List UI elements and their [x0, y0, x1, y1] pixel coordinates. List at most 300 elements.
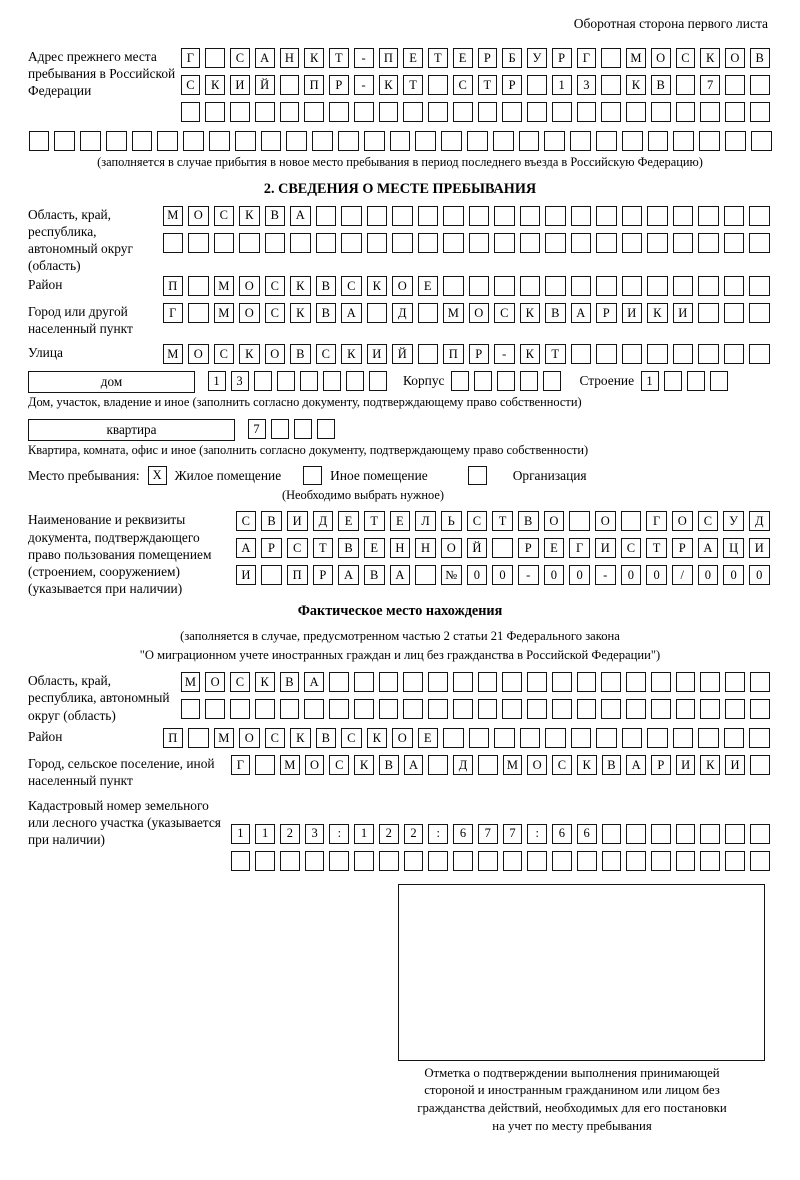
char-box: [647, 276, 668, 296]
char-box: В: [602, 755, 622, 775]
char-box: [379, 699, 399, 719]
korpus-label: Корпус: [403, 373, 445, 389]
char-box: В: [316, 276, 337, 296]
char-box: /: [672, 565, 693, 585]
char-box: [725, 699, 745, 719]
char-box: [676, 672, 696, 692]
char-box: А: [338, 565, 359, 585]
char-box: Г: [163, 303, 184, 323]
char-box: [749, 206, 770, 226]
char-box: [725, 131, 746, 151]
char-box: [392, 206, 413, 226]
char-box: П: [163, 728, 184, 748]
char-box: [494, 206, 515, 226]
char-box: М: [443, 303, 464, 323]
char-box: [418, 206, 439, 226]
char-box: 2: [404, 824, 424, 844]
char-box: [700, 824, 720, 844]
char-box: Г: [569, 538, 590, 558]
char-box: [478, 755, 498, 775]
char-box: [255, 102, 275, 122]
char-box: [188, 276, 209, 296]
char-box: С: [621, 538, 642, 558]
char-box: М: [163, 206, 184, 226]
char-box: В: [316, 303, 337, 323]
char-box: Г: [646, 511, 667, 531]
char-box: [724, 344, 745, 364]
char-box: Н: [280, 48, 300, 68]
house-type-box: дом: [28, 371, 195, 393]
char-box: [503, 851, 523, 871]
char-box: Р: [469, 344, 490, 364]
char-box: [418, 233, 439, 253]
char-box: [230, 699, 250, 719]
char-box: Р: [672, 538, 693, 558]
char-row: [178, 102, 772, 122]
char-box: К: [379, 75, 399, 95]
char-box: А: [304, 672, 324, 692]
char-box: 6: [577, 824, 597, 844]
char-box: [626, 699, 646, 719]
char-box: [379, 851, 399, 871]
char-box: [338, 131, 359, 151]
char-box: [497, 371, 515, 391]
char-box: [254, 371, 272, 391]
char-box: [305, 851, 325, 871]
char-box: Г: [231, 755, 251, 775]
char-box: [494, 233, 515, 253]
prev-address-label: Адрес прежнего места пребывания в Российской Федерации: [28, 49, 176, 99]
char-box: Н: [415, 538, 436, 558]
section2-title: 2. СВЕДЕНИЯ О МЕСТЕ ПРЕБЫВАНИЯ: [263, 180, 537, 197]
document-field: [28, 511, 772, 597]
char-box: [749, 276, 770, 296]
char-box: [441, 131, 462, 151]
char-box: [520, 728, 541, 748]
char-box: :: [527, 824, 547, 844]
char-box: Е: [403, 48, 423, 68]
cadastral-field: [28, 797, 772, 878]
char-box: [451, 371, 469, 391]
char-box: [676, 824, 696, 844]
char-box: 7: [478, 824, 498, 844]
char-box: 0: [723, 565, 744, 585]
char-box: О: [469, 303, 490, 323]
char-box: [750, 755, 770, 775]
char-box: Т: [478, 75, 498, 95]
char-box: [329, 102, 349, 122]
char-row: [638, 371, 730, 391]
char-box: [520, 233, 541, 253]
char-box: 1: [552, 75, 572, 95]
actual-location-subtitle2: "О миграционном учете иностранных граждан и лиц без гражданства в Российской Федерации"): [139, 648, 661, 663]
char-box: [329, 851, 349, 871]
char-box: С: [676, 48, 696, 68]
char-box: [725, 851, 745, 871]
char-box: [329, 672, 349, 692]
char-box: [277, 371, 295, 391]
char-box: [469, 206, 490, 226]
char-box: И: [676, 755, 696, 775]
city-label: Город или другой населенный пункт: [28, 304, 133, 337]
char-box: [235, 131, 256, 151]
prev-address-block: [28, 48, 772, 129]
char-row: [178, 672, 772, 692]
house-caption: Дом, участок, владение и иное (заполнить согласно документу, подтверждающему право собственности): [28, 395, 582, 410]
char-box: [443, 233, 464, 253]
char-box: И: [230, 75, 250, 95]
char-box: С: [698, 511, 719, 531]
char-box: [261, 565, 282, 585]
char-box: Р: [552, 48, 572, 68]
char-box: К: [520, 344, 541, 364]
char-box: [265, 233, 286, 253]
confirmation-mark-box: [398, 884, 765, 1061]
char-box: [469, 276, 490, 296]
char-box: [188, 233, 209, 253]
char-row: [448, 371, 563, 391]
char-box: [255, 699, 275, 719]
char-box: [577, 851, 597, 871]
char-box: [261, 131, 282, 151]
char-box: [280, 75, 300, 95]
char-box: [188, 303, 209, 323]
char-box: [379, 102, 399, 122]
confirmation-note-line: Отметка о подтверждении выполнения принимающей: [424, 1065, 720, 1080]
char-box: [700, 672, 720, 692]
char-box: 1: [255, 824, 275, 844]
char-box: [676, 851, 696, 871]
char-box: П: [287, 565, 308, 585]
char-box: У: [723, 511, 744, 531]
char-box: И: [622, 303, 643, 323]
document-label: Наименование и реквизиты документа, подтверждающего право пользования помещением (строением, сооружением) (указывается при наличии): [28, 512, 212, 597]
char-box: [478, 851, 498, 871]
region-field: [28, 206, 772, 275]
char-box: [577, 102, 597, 122]
char-box: [443, 206, 464, 226]
char-box: Л: [415, 511, 436, 531]
char-box: [403, 699, 423, 719]
char-box: [601, 48, 621, 68]
char-box: [596, 276, 617, 296]
char-box: Е: [453, 48, 473, 68]
char-box: [453, 699, 473, 719]
actual-location-title: Фактическое место нахождения: [297, 603, 503, 620]
char-box: [428, 755, 448, 775]
char-box: [724, 728, 745, 748]
char-box: [300, 371, 318, 391]
char-box: [750, 824, 770, 844]
char-box: К: [239, 206, 260, 226]
char-box: -: [595, 565, 616, 585]
char-box: [673, 344, 694, 364]
char-box: [622, 233, 643, 253]
organization-checkbox: [468, 466, 487, 485]
char-box: Е: [418, 728, 439, 748]
char-box: К: [205, 75, 225, 95]
street-label: Улица: [28, 345, 63, 361]
char-box: [601, 699, 621, 719]
char-box: А: [571, 303, 592, 323]
char-box: 3: [305, 824, 325, 844]
char-box: [255, 851, 275, 871]
char-box: [478, 699, 498, 719]
char-box: [698, 233, 719, 253]
char-box: В: [379, 755, 399, 775]
char-box: П: [304, 75, 324, 95]
region-rows: [160, 206, 772, 260]
confirmation-note-line: на учет по месту пребывания: [492, 1118, 652, 1133]
char-row: [178, 48, 772, 68]
char-box: [601, 75, 621, 95]
char-box: [255, 755, 275, 775]
char-box: [750, 672, 770, 692]
char-box: Й: [255, 75, 275, 95]
char-box: В: [338, 538, 359, 558]
char-box: [527, 75, 547, 95]
char-box: [54, 131, 75, 151]
char-box: С: [287, 538, 308, 558]
char-box: [622, 131, 643, 151]
char-box: [725, 102, 745, 122]
char-row: [160, 276, 772, 296]
char-box: [676, 699, 696, 719]
confirmation-mark-area: [28, 884, 765, 1061]
region-label: Область, край, республика, автономный округ (область): [28, 206, 133, 273]
char-box: К: [341, 344, 362, 364]
char-box: А: [404, 755, 424, 775]
stay-type-label: Место пребывания:: [28, 468, 140, 484]
char-box: В: [364, 565, 385, 585]
char-row: [160, 303, 772, 323]
other-premises-label: Иное помещение: [330, 468, 428, 484]
char-box: [280, 699, 300, 719]
char-box: [544, 131, 565, 151]
char-box: Е: [364, 538, 385, 558]
char-box: Р: [329, 75, 349, 95]
char-box: О: [392, 276, 413, 296]
char-box: С: [230, 48, 250, 68]
char-box: [647, 344, 668, 364]
char-box: [231, 851, 251, 871]
char-box: 2: [379, 824, 399, 844]
char-box: [725, 672, 745, 692]
char-box: [367, 233, 388, 253]
char-box: [601, 672, 621, 692]
char-box: [749, 303, 770, 323]
char-box: О: [188, 206, 209, 226]
char-box: О: [544, 511, 565, 531]
char-box: [577, 699, 597, 719]
char-box: [316, 206, 337, 226]
char-row: [160, 344, 772, 364]
char-box: В: [261, 511, 282, 531]
char-box: П: [379, 48, 399, 68]
char-box: [596, 233, 617, 253]
char-box: С: [181, 75, 201, 95]
char-row: [228, 824, 772, 844]
char-box: И: [287, 511, 308, 531]
char-box: 6: [453, 824, 473, 844]
char-box: [651, 851, 671, 871]
char-box: Н: [390, 538, 411, 558]
char-box: П: [443, 344, 464, 364]
document-rows: [233, 511, 772, 592]
char-box: [725, 75, 745, 95]
char-box: М: [163, 344, 184, 364]
char-box: [304, 699, 324, 719]
stay-type-row: [28, 466, 772, 486]
char-box: С: [552, 755, 572, 775]
char-box: [700, 851, 720, 871]
char-box: Т: [545, 344, 566, 364]
char-box: [571, 728, 592, 748]
char-row: [233, 565, 772, 585]
char-box: [323, 371, 341, 391]
prev-address-caption: (заполняется в случае прибытия в новое место пребывания в период последнего въезда в Российскую Федерацию): [97, 155, 703, 169]
char-box: В: [316, 728, 337, 748]
char-box: [545, 233, 566, 253]
char-box: [552, 851, 572, 871]
char-box: [527, 102, 547, 122]
char-box: [379, 672, 399, 692]
actual-city-field: [28, 755, 772, 789]
char-box: [271, 419, 289, 439]
char-box: [469, 233, 490, 253]
char-box: С: [316, 344, 337, 364]
char-box: В: [280, 672, 300, 692]
char-row: [245, 419, 337, 439]
char-box: К: [647, 303, 668, 323]
char-box: С: [341, 728, 362, 748]
char-box: -: [354, 75, 374, 95]
char-box: [294, 419, 312, 439]
char-box: [647, 206, 668, 226]
char-box: А: [255, 48, 275, 68]
char-box: Р: [651, 755, 671, 775]
char-box: И: [725, 755, 745, 775]
char-box: О: [725, 48, 745, 68]
confirmation-note-line: стороной и иностранным гражданином или лицом без: [424, 1083, 720, 1098]
char-box: [494, 728, 515, 748]
char-box: [354, 851, 374, 871]
char-box: Г: [181, 48, 201, 68]
actual-region-field: [28, 672, 772, 726]
char-box: [369, 371, 387, 391]
char-box: [626, 851, 646, 871]
char-box: [699, 131, 720, 151]
char-box: -: [354, 48, 374, 68]
char-box: В: [290, 344, 311, 364]
char-box: [418, 303, 439, 323]
char-box: Р: [478, 48, 498, 68]
char-box: Д: [392, 303, 413, 323]
char-box: Д: [749, 511, 770, 531]
char-box: [651, 699, 671, 719]
char-box: [710, 371, 728, 391]
char-box: О: [265, 344, 286, 364]
char-box: [502, 699, 522, 719]
char-box: С: [329, 755, 349, 775]
char-box: [469, 728, 490, 748]
char-box: В: [518, 511, 539, 531]
char-box: [647, 233, 668, 253]
char-box: [341, 233, 362, 253]
char-box: [453, 672, 473, 692]
char-box: [543, 371, 561, 391]
char-box: П: [163, 276, 184, 296]
char-box: О: [392, 728, 413, 748]
char-box: К: [367, 276, 388, 296]
char-box: О: [651, 48, 671, 68]
char-row: [160, 728, 772, 748]
char-box: Р: [261, 538, 282, 558]
char-box: С: [230, 672, 250, 692]
char-box: [749, 344, 770, 364]
char-box: [290, 233, 311, 253]
char-box: [354, 672, 374, 692]
char-box: [676, 102, 696, 122]
actual-location-subtitle1: (заполняется в случае, предусмотренном частью 2 статьи 21 Федерального закона: [180, 629, 620, 644]
char-box: [183, 131, 204, 151]
char-box: [520, 371, 538, 391]
char-box: [478, 102, 498, 122]
char-box: [502, 672, 522, 692]
char-box: [428, 851, 448, 871]
char-box: [622, 344, 643, 364]
char-box: И: [673, 303, 694, 323]
char-box: Р: [502, 75, 522, 95]
char-box: М: [214, 303, 235, 323]
char-box: Р: [596, 303, 617, 323]
char-box: [750, 851, 770, 871]
char-row: [160, 233, 772, 253]
char-box: [390, 131, 411, 151]
char-box: [621, 511, 642, 531]
char-box: [571, 233, 592, 253]
char-box: [205, 102, 225, 122]
char-box: [626, 102, 646, 122]
char-box: [750, 75, 770, 95]
char-box: [494, 276, 515, 296]
char-box: [188, 728, 209, 748]
char-box: [354, 699, 374, 719]
char-box: [664, 371, 682, 391]
char-box: [428, 75, 448, 95]
char-box: Р: [313, 565, 334, 585]
char-box: [552, 699, 572, 719]
apartment-row: [28, 419, 772, 441]
char-box: К: [700, 755, 720, 775]
char-box: [651, 672, 671, 692]
char-box: [286, 131, 307, 151]
char-box: [415, 131, 436, 151]
char-box: 6: [552, 824, 572, 844]
char-box: С: [214, 206, 235, 226]
cadastral-label: Кадастровый номер земельного или лесного участка (указывается при наличии): [28, 797, 221, 847]
char-box: 0: [467, 565, 488, 585]
char-box: С: [214, 344, 235, 364]
char-box: [478, 672, 498, 692]
char-box: [453, 851, 473, 871]
char-box: К: [290, 276, 311, 296]
char-box: [725, 824, 745, 844]
char-box: [392, 233, 413, 253]
char-box: [545, 276, 566, 296]
char-box: [404, 851, 424, 871]
residential-checkbox: X: [148, 466, 167, 485]
